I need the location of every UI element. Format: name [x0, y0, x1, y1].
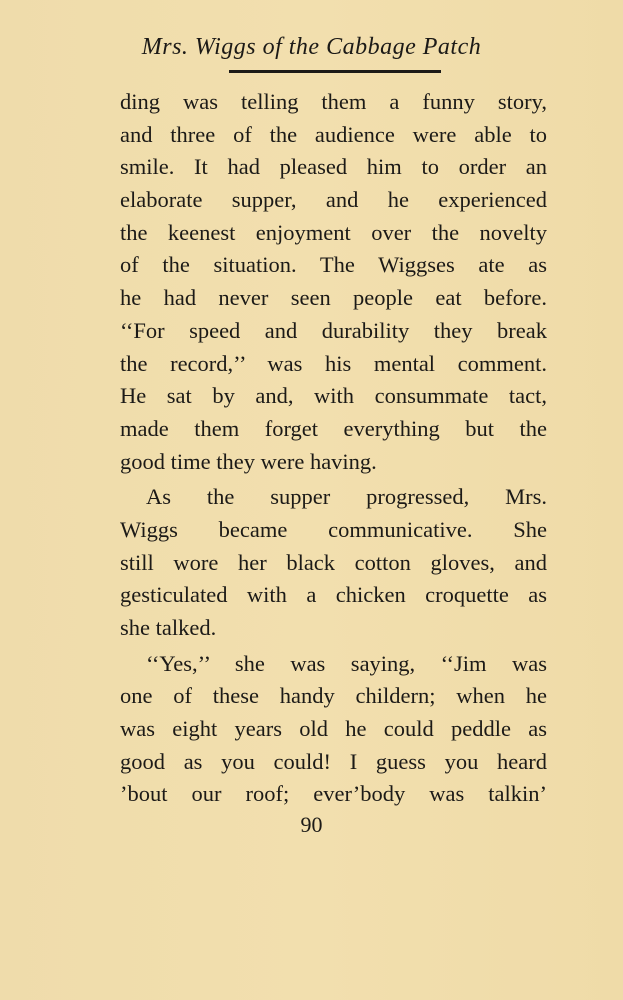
- text-line: of the situation. The Wiggses ate as: [120, 252, 547, 278]
- text-line: one of these handy childern; when he: [120, 683, 547, 709]
- header-rule: [229, 70, 441, 73]
- text-line: good as you could! I guess you heard: [120, 748, 547, 774]
- text-line: He sat by and, with consummate tact,: [120, 383, 547, 409]
- text-line: As the supper progressed, Mrs.: [146, 484, 547, 510]
- text-line: the keenest enjoyment over the novelty: [120, 219, 547, 245]
- text-line: ‘‘For speed and durability they break: [120, 317, 547, 343]
- text-line: and three of the audience were able to: [120, 121, 547, 147]
- text-line: smile. It had pleased him to order an: [120, 154, 547, 180]
- text-line: ‘‘Yes,’’ she was saying, ‘‘Jim was: [146, 650, 547, 676]
- running-header: Mrs. Wiggs of the Cabbage Patch: [141, 34, 482, 60]
- text-line: good time they were having.: [120, 448, 377, 474]
- text-line: gesticulated with a chicken croquette as: [120, 582, 547, 608]
- text-line: she talked.: [120, 615, 217, 640]
- text-line: Wiggs became communicative. She: [120, 516, 547, 542]
- text-line: he had never seen people eat before.: [120, 285, 547, 311]
- text-line: still wore her black cotton gloves, and: [120, 549, 547, 575]
- text-line: ding was telling them a funny story,: [120, 89, 547, 114]
- text-line: the record,’’ was his mental comment.: [120, 350, 547, 376]
- text-line: ’bout our roof; ever’body was talkin’: [120, 781, 547, 807]
- text-line: made them forget everything but the: [120, 415, 547, 441]
- text-line: was eight years old he could peddle as: [120, 716, 547, 742]
- body-text: [120, 86, 547, 811]
- page-number: 90: [300, 812, 323, 837]
- text-line: elaborate supper, and he experienced: [120, 187, 547, 213]
